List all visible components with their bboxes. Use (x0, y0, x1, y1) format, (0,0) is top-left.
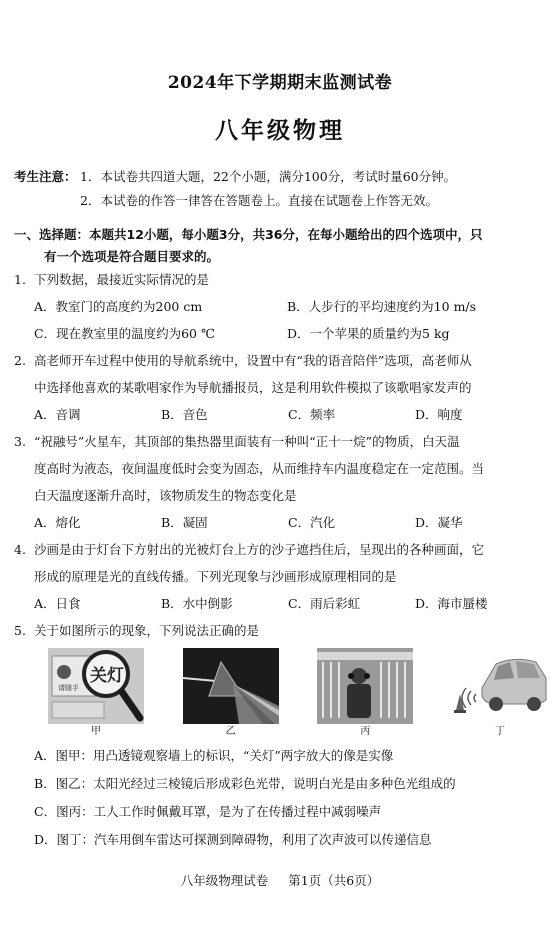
option-b: B．音色 (161, 407, 208, 422)
option-b: B．人步行的平均速度约为10 m/s (287, 299, 477, 314)
question-stem: 形成的原理是光的直线传播。下列光现象与沙画形成原理相同的是 (34, 569, 397, 584)
option-a: A．日食 (34, 596, 81, 611)
figure-bing (317, 648, 413, 740)
footer-page-number: 第1页（共6页） (288, 873, 380, 888)
option-a: A．教室门的高度约为200 cm (34, 299, 203, 314)
prism-dispersion-photo (183, 648, 279, 724)
sign-text-magnified: 关灯 (90, 666, 124, 686)
figure-ding (452, 648, 548, 740)
candidate-notice (14, 165, 550, 213)
option-a: A．音调 (34, 407, 81, 422)
question-2 (14, 347, 554, 428)
figure-caption: 甲 (91, 726, 101, 737)
question-stem: 中选择他喜欢的某歌唱家作为导航播报员，这是利用软件模拟了该歌唱家发声的 (34, 380, 472, 395)
figure-jia (48, 648, 144, 740)
figure-yi (183, 648, 279, 740)
notice-item: 2．本试卷的作答一律答在答题卷上。直接在试题卷上作答无效。 (80, 193, 438, 208)
question-stem: “祝融号”火星车，其顶部的集热器里面装有一种叫“正十一烷”的物质，白天温 (34, 434, 460, 449)
sign-text-small: 请随手 (58, 685, 79, 692)
factory-worker-photo (317, 648, 413, 724)
option-d: D．凝华 (415, 515, 463, 530)
question-number: 2. (14, 353, 26, 368)
section-heading-line: 一、选择题：本题共12小题，每小题3分，共36分，在每小题给出的四个选项中，只 (14, 227, 483, 242)
question-stem: 高老师开车过程中使用的导航系统中，设置中有“我的语音陪伴”选项，高老师从 (34, 353, 472, 368)
figure-row (14, 648, 554, 740)
option-c: C．图丙：工人工作时佩戴耳罩，是为了在传播过程中减弱噪声 (34, 804, 382, 819)
notice-label: 考生注意： (14, 169, 77, 184)
question-4 (14, 536, 554, 617)
option-d: D．一个苹果的质量约为5 kg (287, 326, 450, 341)
option-a: A．图甲：用凸透镜观察墙上的标识，“关灯”两字放大的像是实像 (34, 748, 394, 763)
section-heading (14, 224, 554, 268)
option-b: B．图乙：太阳光经过三棱镜后形成彩色光带，说明白光是由多种色光组成的 (34, 776, 456, 791)
question-stem: 下列数据，最接近实际情况的是 (34, 272, 210, 287)
option-b: B．水中倒影 (161, 596, 233, 611)
question-stem: 白天温度逐渐升高时，该物质发生的物态变化是 (34, 488, 297, 503)
footer-subject: 八年级物理试卷 (180, 873, 269, 888)
option-c: C．频率 (288, 407, 336, 422)
option-d: D．海市蜃楼 (415, 596, 488, 611)
question-stem: 关于如图所示的现象，下列说法正确的是 (34, 623, 260, 638)
question-stem: 沙画是由于灯台下方射出的光被灯台上方的沙子遮挡住后，呈现出的各种画面，它 (34, 542, 485, 557)
question-number: 1. (14, 272, 26, 287)
option-c: C．现在教室里的温度约为60 ℃ (34, 326, 215, 341)
figure-caption: 丙 (360, 726, 371, 737)
question-list (14, 266, 554, 854)
exam-title: 2024年下学期期末监测试卷 (167, 73, 393, 93)
option-a: A．熔化 (34, 515, 81, 530)
option-c: C．汽化 (288, 515, 336, 530)
option-d: D．响度 (415, 407, 463, 422)
figure-caption: 丁 (494, 726, 505, 737)
question-3 (14, 428, 554, 536)
question-5 (14, 617, 554, 854)
question-number: 4. (14, 542, 26, 557)
option-b: B．凝固 (161, 515, 208, 530)
magnifier-sign-photo (48, 648, 144, 724)
page-footer (0, 871, 560, 889)
question-1 (14, 266, 554, 347)
figure-caption: 乙 (225, 726, 236, 737)
question-stem: 度高时为液态，夜间温度低时会变为固态，从而维持车内温度稳定在一定范围。当 (34, 461, 485, 476)
section-heading-line: 有一个选项是符合题目要求的。 (44, 249, 220, 264)
reversing-radar-car (452, 648, 548, 724)
notice-item: 1．本试卷共四道大题，22个小题，满分100分，考试时量60分钟。 (80, 169, 457, 184)
subject-title: 八年级物理 (215, 117, 345, 144)
question-number: 5. (14, 623, 26, 638)
option-c: C．雨后彩虹 (288, 596, 361, 611)
option-d: D．图丁：汽车用倒车雷达可探测到障碍物，利用了次声波可以传递信息 (34, 832, 432, 847)
question-number: 3. (14, 434, 26, 449)
